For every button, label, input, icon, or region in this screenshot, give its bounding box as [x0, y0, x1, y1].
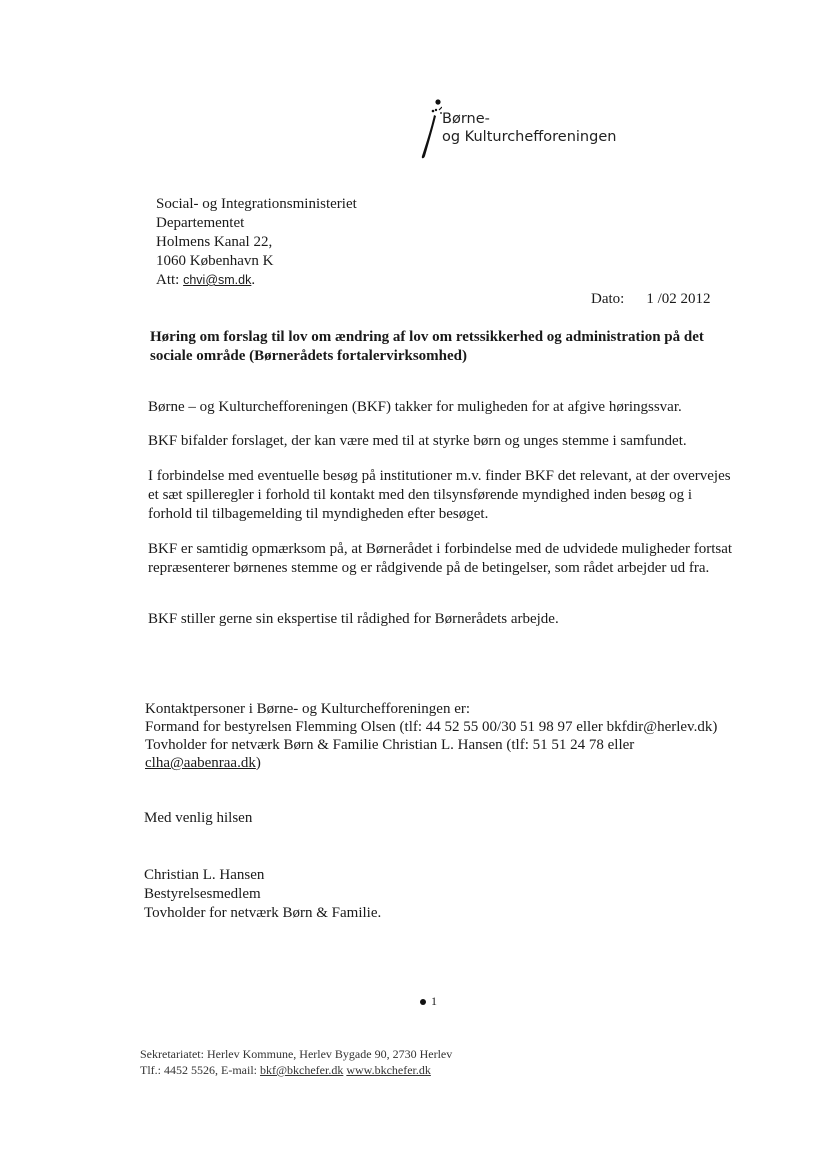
signature-role: Bestyrelsesmedlem — [144, 886, 261, 902]
signature-block — [144, 866, 381, 923]
bullet-icon — [420, 999, 426, 1005]
page-number-value: 1 — [431, 994, 437, 1008]
footer-email-link[interactable]: bkf@bkchefer.dk — [259, 1063, 344, 1077]
recipient-line-2: Departementet — [156, 215, 245, 231]
recipient-address — [156, 195, 357, 290]
recipient-line-3: Holmens Kanal 22, — [156, 234, 273, 250]
coordinator-email-link[interactable]: clha@aabenraa.dk — [145, 755, 256, 771]
paragraph-3: I forbindelse med eventuelle besøg på institutioner m.v. finder BKF det relevant, at der overvejes et sæt spilleregler i forhold til kontakt med den tilsynsførende myndighed inden besøg og i forhold til tilbagemelding til myndigheden efter besøget. — [148, 468, 731, 522]
signature-name: Christian L. Hansen — [144, 867, 265, 883]
contact-coordinator-email-line — [145, 754, 735, 772]
paragraph-4: BKF er samtidig opmærksom på, at Børnerådet i forbindelse med de udvidede muligheder fortsat repræsenterer børnenes stemme og er rådgivende på de betingelser, som rådet arbejder ud fra. — [148, 541, 733, 576]
letter-footer — [140, 1046, 452, 1078]
att-email-link[interactable]: chvi@sm.dk — [183, 273, 252, 287]
att-label: Att: — [156, 272, 180, 288]
paragraph-1: Børne – og Kulturchefforeningen (BKF) takker for muligheden for at afgive høringssvar. — [148, 399, 682, 415]
paragraph-5: BKF stiller gerne sin ekspertise til rådighed for Børnerådets arbejde. — [148, 611, 559, 627]
association-logo — [412, 98, 652, 162]
contact-chairman: Formand for bestyrelsen Flemming Olsen (tlf: 44 52 55 00/30 51 98 97 eller bkfdir@herlev.dk) — [145, 719, 718, 735]
att-suffix: . — [251, 272, 256, 288]
recipient-att — [156, 271, 357, 290]
letter-date — [591, 291, 711, 308]
date-value: 1 /02 2012 — [646, 291, 711, 307]
contact-close-paren: ) — [255, 755, 261, 771]
recipient-line-4: 1060 København K — [156, 253, 274, 269]
logo-line-1: Børne- — [442, 111, 490, 127]
signature-title: Tovholder for netværk Børn & Familie. — [144, 905, 382, 921]
footer-line-1: Sekretariatet: Herlev Kommune, Herlev Bygade 90, 2730 Herlev — [140, 1047, 453, 1061]
page-number — [420, 994, 437, 1009]
footer-website-link[interactable]: www.bkchefer.dk — [346, 1063, 431, 1077]
closing-greeting: Med venlig hilsen — [144, 810, 253, 826]
logo-line-2: og Kulturchefforeningen — [442, 129, 617, 145]
date-label: Dato: — [591, 291, 625, 307]
contact-coordinator: Tovholder for netværk Børn & Familie Christian L. Hansen (tlf: 51 51 24 78 eller — [145, 737, 635, 753]
contacts-intro: Kontaktpersoner i Børne- og Kulturchefforeningen er: — [145, 701, 471, 717]
figure-logo-icon — [412, 98, 442, 162]
footer-line-2 — [140, 1062, 452, 1078]
recipient-line-1: Social- og Integrationsministeriet — [156, 196, 357, 212]
contact-persons — [145, 700, 735, 772]
paragraph-2: BKF bifalder forslaget, der kan være med til at styrke børn og unges stemme i samfundet. — [148, 433, 687, 449]
letter-subject: Høring om forslag til lov om ændring af lov om retssikkerhed og administration på det sociale område (Børnerådets fortalervirksomhed) — [150, 329, 704, 364]
footer-phone-email-label: Tlf.: 4452 5526, E-mail: — [140, 1063, 257, 1077]
